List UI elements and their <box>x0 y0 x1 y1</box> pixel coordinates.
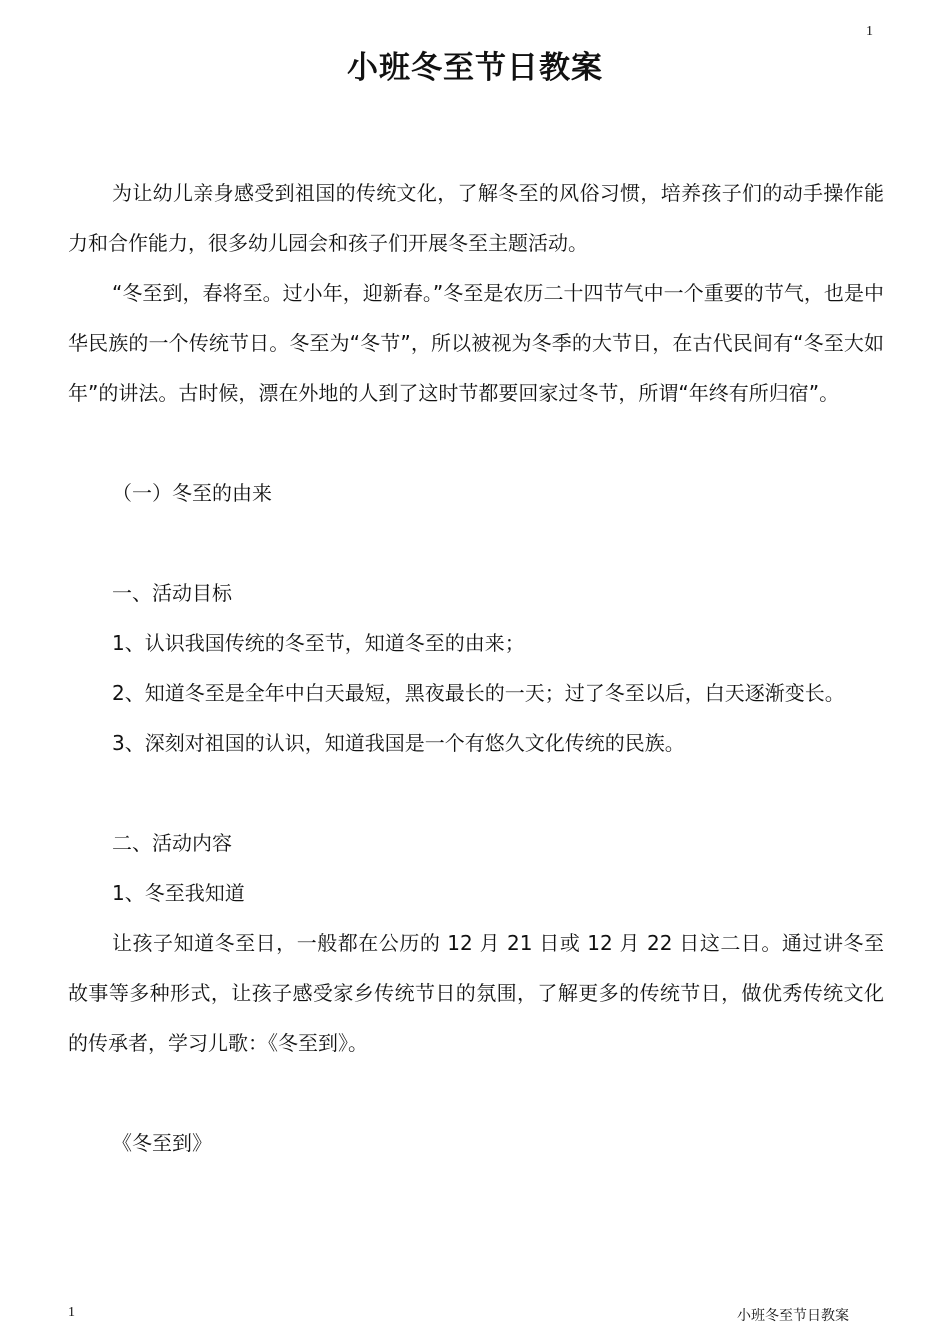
header-page-number: 1 <box>866 24 873 39</box>
goal-item-2: 2、知道冬至是全年中白天最短，黑夜最长的一天；过了冬至以后，白天逐渐变长。 <box>112 681 845 705</box>
spacer <box>68 1068 884 1118</box>
spacer <box>68 518 884 568</box>
content-item-1-text: 让孩子知道冬至日，一般都在公历的 12 月 21 日或 12 月 22 日这二日。通过讲冬至故事等多种形式，让孩子感受家乡传统节日的氛围，了解更多的传统节日，做优秀传统文化的传承者，学习儿歌：《冬至到》。 <box>68 931 884 1055</box>
spacer <box>68 418 884 468</box>
document-body <box>68 168 884 1168</box>
goal-item-1: 1、认识我国传统的冬至节，知道冬至的由来； <box>112 631 525 655</box>
intro-paragraph-1: 为让幼儿亲身感受到祖国的传统文化，了解冬至的风俗习惯，培养孩子们的动手操作能力和合作能力，很多幼儿园会和孩子们开展冬至主题活动。 <box>68 181 884 255</box>
intro-paragraph-2: “冬至到，春将至。过小年，迎新春。”冬至是农历二十四节气中一个重要的节气，也是中华民族的一个传统节日。冬至为“冬节”，所以被视为冬季的大节日，在古代民间有“冬至大如年”的讲法。古时候，漂在外地的人到了这时节都要回家过冬节，所谓“年终有所归宿”。 <box>68 281 884 405</box>
content-item-1-title: 1、冬至我知道 <box>112 881 245 905</box>
goals-heading: 一、活动目标 <box>112 581 232 605</box>
goal-item-3: 3、深刻对祖国的认识，知道我国是一个有悠久文化传统的民族。 <box>112 731 685 755</box>
spacer <box>68 768 884 818</box>
document-title: 小班冬至节日教案 <box>347 50 603 86</box>
footer-doc-title: 小班冬至节日教案 <box>737 1308 849 1324</box>
section-heading-origin: （一）冬至的由来 <box>112 481 272 505</box>
song-title: 《冬至到》 <box>112 1131 212 1155</box>
footer-page-number: 1 <box>68 1305 75 1320</box>
content-heading: 二、活动内容 <box>112 831 232 855</box>
